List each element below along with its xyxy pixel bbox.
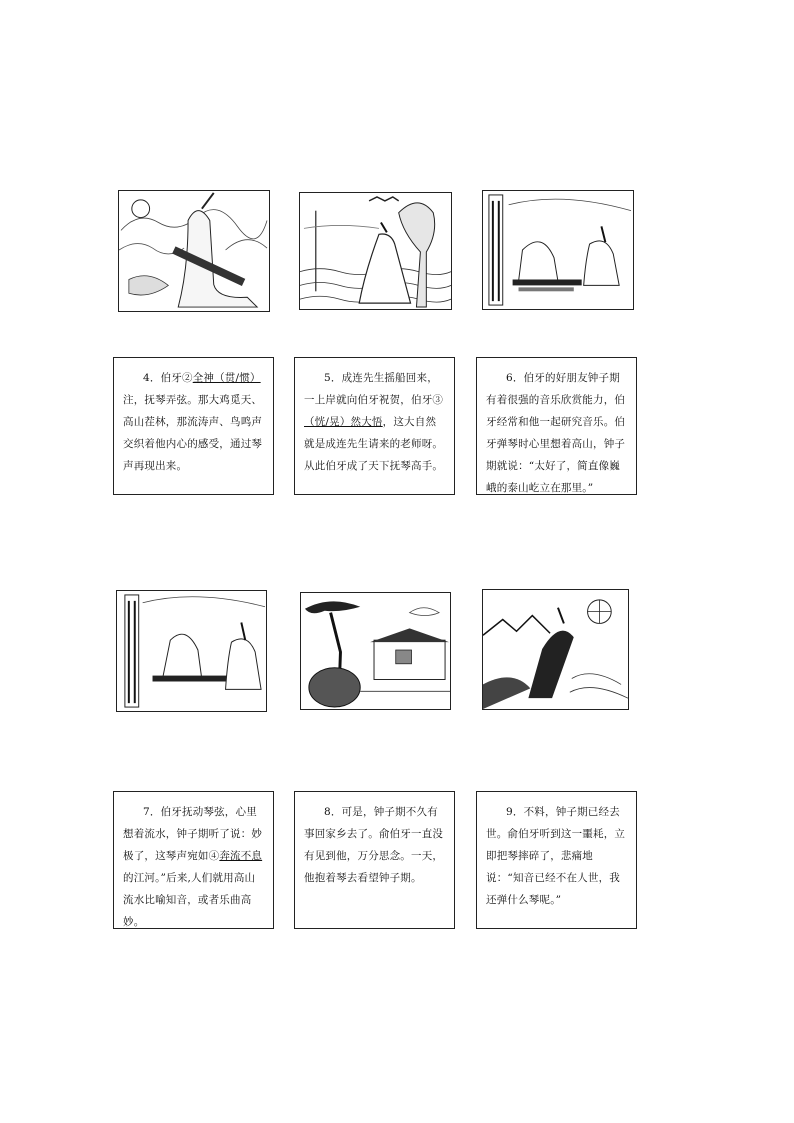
panel-number: 9	[506, 806, 513, 818]
panel-number: 4	[143, 372, 150, 384]
caption-text: 注，抚琴弄弦。那大鸡觅天、高山茬林，那流涛声、鸟鸣声交织着他内心的感受，通过琴声再现出来。	[123, 394, 263, 472]
panel-number: 6	[506, 372, 513, 384]
underlined-phrase: 全神（贯/惯）	[192, 372, 261, 384]
caption-panel-9	[476, 791, 637, 929]
caption-text: ．伯牙的好朋友钟子期有着很强的音乐欣赏能力，伯牙经常和他一起研究音乐。伯牙弹琴时心里想着高山，钟子期就说：“太好了，简直像巍峨的泰山屹立在那里。”	[486, 372, 626, 494]
caption-text: ，这大自然就是成连先生请来的老师呀。从此伯牙成了天下抚琴高手。	[304, 416, 444, 472]
illustration-boya-playing-qin-nature	[118, 190, 270, 312]
caption-panel-4	[113, 357, 274, 495]
caption-text: 的江河。”后来,人们就用高山流水比喻知音，或者乐曲高妙。	[123, 872, 256, 928]
caption-panel-8	[294, 791, 455, 929]
caption-panel-6	[476, 357, 637, 495]
caption-text: ．可是，钟子期不久有事回家乡去了。俞伯牙一直没有见到他，万分思念。一天，他抱着琴去看望钟子期。	[304, 806, 444, 884]
caption-text: ．成连先生摇船回来，一上岸就向伯牙祝贺，伯牙③	[304, 372, 444, 406]
caption-text: ．伯牙抚动琴弦，心里想着流水，钟子期听了说：妙极了，这琴声宛如④	[123, 806, 263, 862]
caption-text: ．不料，钟子期已经去世。俞伯牙听到这一噩耗，立即把琴摔碎了，悲痛地说：“知音已经不在人世，我还弹什么琴呢。”	[486, 806, 626, 906]
illustration-boya-great-realization	[299, 192, 452, 310]
illustration-boya-playing-for-ziqi	[116, 590, 267, 712]
underlined-phrase: （恍/晃）然大悟	[304, 416, 383, 428]
panel-number: 8	[324, 806, 331, 818]
caption-panel-7	[113, 791, 274, 929]
panel-number: 5	[324, 372, 331, 384]
illustration-boya-and-ziqi-playing	[482, 190, 634, 310]
illustration-boya-breaking-qin	[482, 589, 629, 710]
caption-panel-5	[294, 357, 455, 495]
illustration-boya-visiting-ziqi-home	[300, 592, 451, 710]
panel-number: 7	[143, 806, 150, 818]
underlined-phrase: 奔流不息	[219, 850, 263, 862]
caption-text: ．伯牙②	[149, 372, 193, 384]
